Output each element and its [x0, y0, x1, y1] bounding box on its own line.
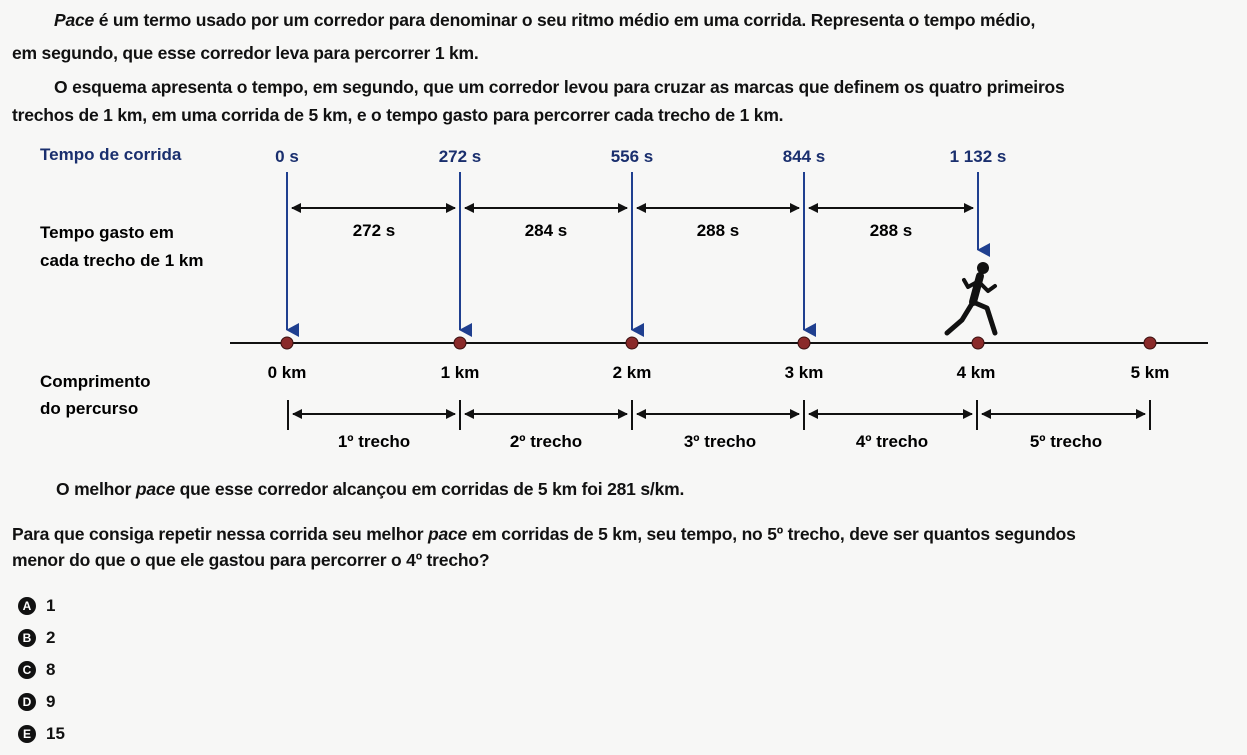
option-e[interactable]: [18, 718, 65, 750]
pace-statement-end: que esse corredor alcançou em corridas de 5 km foi 281 s/km.: [174, 479, 685, 499]
km-mark-1: [454, 337, 466, 349]
time-label-2: 556 s: [610, 147, 654, 166]
segment-label-5: 5º trecho: [1029, 432, 1103, 451]
pace-statement: [56, 477, 684, 501]
row-label-length-1: Comprimento: [40, 372, 151, 391]
option-b[interactable]: [18, 622, 65, 654]
pace-statement-term: pace: [135, 479, 175, 499]
segment-label-4: 4º trecho: [855, 432, 929, 451]
distance-label-5: 5 km: [1130, 363, 1170, 382]
option-text-a: 1: [46, 596, 56, 615]
runner-icon: [947, 262, 995, 333]
km-mark-3: [798, 337, 810, 349]
km-mark-0: [281, 337, 293, 349]
distance-label-4: 4 km: [956, 363, 996, 382]
intro-line-1-text: é um termo usado por um corredor para denominar o seu ritmo médio em uma corrida. Representa o tempo médio,: [94, 10, 1036, 30]
segment-label-3: 3º trecho: [683, 432, 757, 451]
option-text-d: 9: [46, 692, 56, 711]
intro-line-4: trechos de 1 km, em uma corrida de 5 km, e o tempo gasto para percorrer cada trecho de 1 km.: [12, 105, 784, 125]
question-start: Para que consiga repetir nessa corrida seu melhor: [12, 524, 428, 544]
distance-label-3: 3 km: [784, 363, 824, 382]
time-label-1: 272 s: [438, 147, 482, 166]
distance-label-2: 2 km: [612, 363, 652, 382]
option-d[interactable]: [18, 686, 65, 718]
question-rest: em corridas de 5 km, seu tempo, no 5º trecho, deve ser quantos segundos: [467, 524, 1076, 544]
option-letter-e: E: [18, 725, 36, 743]
row-label-time: Tempo de corrida: [40, 145, 182, 164]
option-c[interactable]: [18, 654, 65, 686]
interval-label-2: 284 s: [524, 221, 568, 240]
option-letter-a: A: [18, 597, 36, 615]
answer-options: [18, 590, 65, 750]
interval-label-4: 288 s: [869, 221, 913, 240]
time-label-3: 844 s: [782, 147, 826, 166]
row-label-spent-1: Tempo gasto em: [40, 223, 174, 242]
pace-statement-start: O melhor: [56, 479, 136, 499]
pace-term: Pace: [54, 10, 95, 30]
intro-line-3: O esquema apresenta o tempo, em segundo, que um corredor levou para cruzar as marcas que definem os quatro primeiros: [54, 77, 1065, 97]
option-text-c: 8: [46, 660, 56, 679]
intro-line-2: em segundo, que esse corredor leva para percorrer 1 km.: [12, 43, 479, 63]
interval-label-3: 288 s: [696, 221, 740, 240]
option-text-e: 15: [46, 724, 65, 743]
time-label-4: 1 132 s: [949, 147, 1007, 166]
distance-label-1: 1 km: [440, 363, 480, 382]
option-a[interactable]: [18, 590, 65, 622]
question-pace-term: pace: [428, 524, 468, 544]
time-label-0: 0 s: [275, 147, 299, 166]
km-mark-5: [1144, 337, 1156, 349]
option-text-b: 2: [46, 628, 56, 647]
option-letter-d: D: [18, 693, 36, 711]
segment-label-1: 1º trecho: [337, 432, 411, 451]
interval-label-1: 272 s: [352, 221, 396, 240]
question-line-1: [12, 522, 1076, 546]
km-mark-2: [626, 337, 638, 349]
option-letter-c: C: [18, 661, 36, 679]
segment-label-2: 2º trecho: [509, 432, 583, 451]
distance-label-0: 0 km: [267, 363, 307, 382]
option-letter-b: B: [18, 629, 36, 647]
km-mark-4: [972, 337, 984, 349]
row-label-length-2: do percurso: [40, 399, 139, 418]
row-label-spent-2: cada trecho de 1 km: [40, 251, 204, 270]
question-line-2: menor do que o que ele gastou para percorrer o 4º trecho?: [12, 550, 490, 570]
